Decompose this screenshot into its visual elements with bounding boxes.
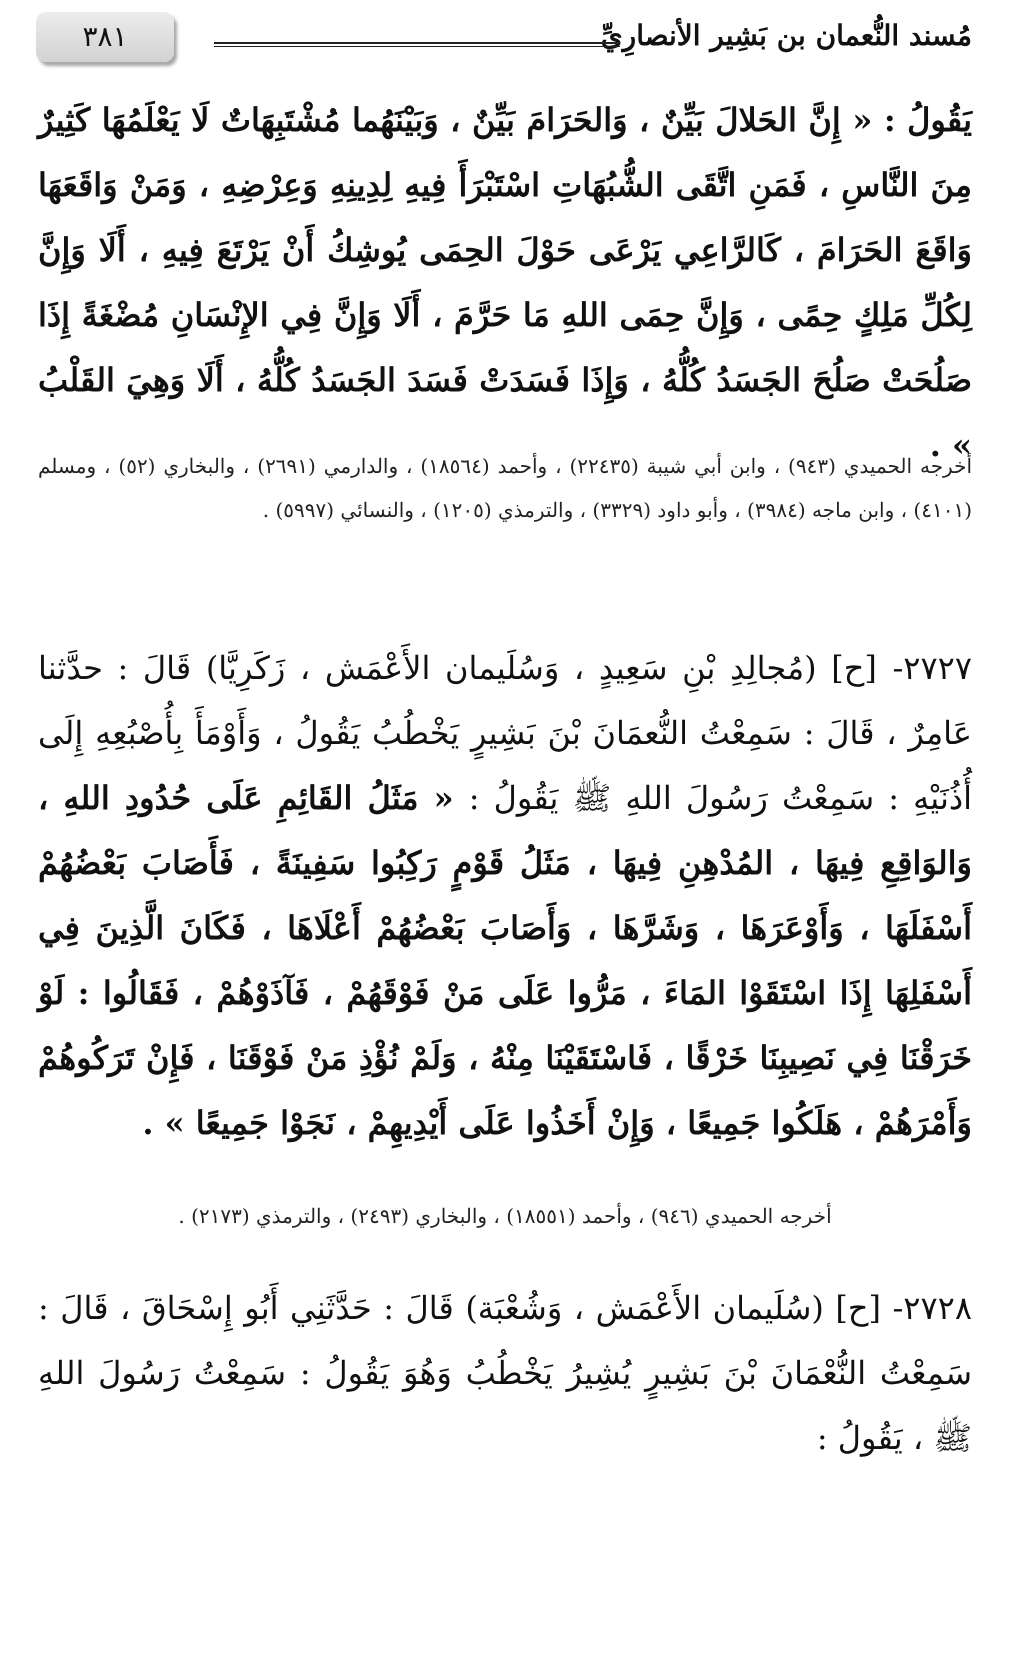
takhrij-note: أخرجه الحميدي (٩٤٦) ، وأحمد (١٨٥٥١) ، والبخاري (٢٤٩٣) ، والترمذي (٢١٧٣) . [178,1204,832,1228]
hadith-isnad: [ح] (مُجالِدِ بْنِ سَعِيدٍ ، وَسُلَيمان الأَعْمَش ، زَكَرِيَّا) قَالَ : حدَّثنا عَامِرٌ ، قَالَ : سَمِعْتُ النُّعمَانَ بْنَ بَشِيرٍ يَخْطُبُ يَقُولُ ، وَأَوْمَأَ بِأُصْبُعِهِ إِلَى أُذُنَيْهِ : سَمِعْتُ رَسُولَ اللهِ ﷺ يَقُولُ : [38,649,973,817]
hadith-2728 [38,1276,972,1471]
hadith-number: ٢٧٢٧- [892,649,973,687]
hadith-isnad: [ح] (سُلَيمان الأَعْمَش ، وَشُعْبَة) قَالَ : حَدَّثَنِي أَبُو إِسْحَاقَ ، قَالَ : سَمِعْتُ النُّعْمَانَ بْنَ بَشِيرٍ يُشِيرُ يَخْطُبُ وَهُوَ يَقُولُ : سَمِعْتُ رَسُولَ اللهِ ﷺ ، يَقُولُ : [38,1289,973,1457]
takhrij-note: أخرجه الحميدي (٩٤٣) ، وابن أبي شيبة (٢٢٤٣٥) ، وأحمد (١٨٥٦٤) ، والدارمي (٢٦٩١) ، والبخاري (٥٢) ، ومسلم (٤١٠١) ، وابن ماجه (٣٩٨٤) ، وأبو داود (٣٣٢٩) ، والترمذي (١٢٠٥) ، والنسائي (٥٩٩٧) . [38,454,973,522]
hadith-text-continued: يَقُولُ : « إِنَّ الحَلالَ بَيِّنٌ ، وَالحَرَامَ بَيِّنٌ ، وَبَيْنَهُما مُشْتَبِهَاتٌ لَا يَعْلَمُهَا كَثِيرٌ مِنَ النَّاسِ ، فَمَنِ اتَّقَى الشُّبُهَاتِ اسْتَبْرَأَ فِيهِ لِدِينِهِ وَعِرْضِهِ ، وَمَنْ وَاقَعَهَا وَاقَعَ الحَرَامَ ، كَالرَّاعِي يَرْعَى حَوْلَ الحِمَى يُوشِكُ أَنْ يَرْتَعَ فِيهِ ، أَلَا وَإِنَّ لِكُلِّ مَلِكٍ حِمًى ، وَإِنَّ حِمَى اللهِ مَا حَرَّمَ ، أَلَا وَإِنَّ فِي الإِنْسَانِ مُضْغَةً إِذَا صَلُحَتْ صَلُحَ الجَسَدُ كُلُّهُ ، وَإِذَا فَسَدَتْ فَسَدَ الجَسَدُ كُلُّهُ ، أَلَا وَهِيَ القَلْبُ » . [38,101,973,464]
hadith-matn: « مَثَلُ القَائِمِ عَلَى حُدُودِ اللهِ ، وَالوَاقِعِ فِيهَا ، المُدْهِنِ فِيهَا ، مَثَلُ قَوْمٍ رَكِبُوا سَفِينَةً ، فَأَصَابَ بَعْضُهُمْ أَسْفَلَهَا ، وَأَوْعَرَهَا ، وَشَرَّهَا ، وَأَصَابَ بَعْضُهُمْ أَعْلَاهَا ، فَكَانَ الَّذِينَ فِي أَسْفَلِهَا إِذَا اسْتَقَوْا المَاءَ ، مَرُّوا عَلَى مَنْ فَوْقَهُمْ ، فَآذَوْهُمْ ، فَقَالُوا : لَوْ خَرَقْنَا فِي نَصِيبِنَا خَرْقًا ، فَاسْتَقَيْنَا مِنْهُ ، وَلَمْ نُؤْذِ مَنْ فَوْقَنَا ، فَإِنْ تَرَكُوهُمْ وَأَمْرَهُمْ ، هَلَكُوا جَمِيعًا ، وَإِنْ أَخَذُوا عَلَى أَيْدِيهِمْ ، نَجَوْا جَمِيعًا » . [38,779,972,1142]
hadith-number: ٢٧٢٨- [892,1289,972,1327]
header-rule [214,42,620,47]
page-number: ٣٨١ [36,12,174,62]
page-header [36,12,972,64]
hadith-2727 [38,636,972,1156]
running-title: مُسند النُّعمان بن بَشِير الأنصارِيِّ [600,19,972,52]
